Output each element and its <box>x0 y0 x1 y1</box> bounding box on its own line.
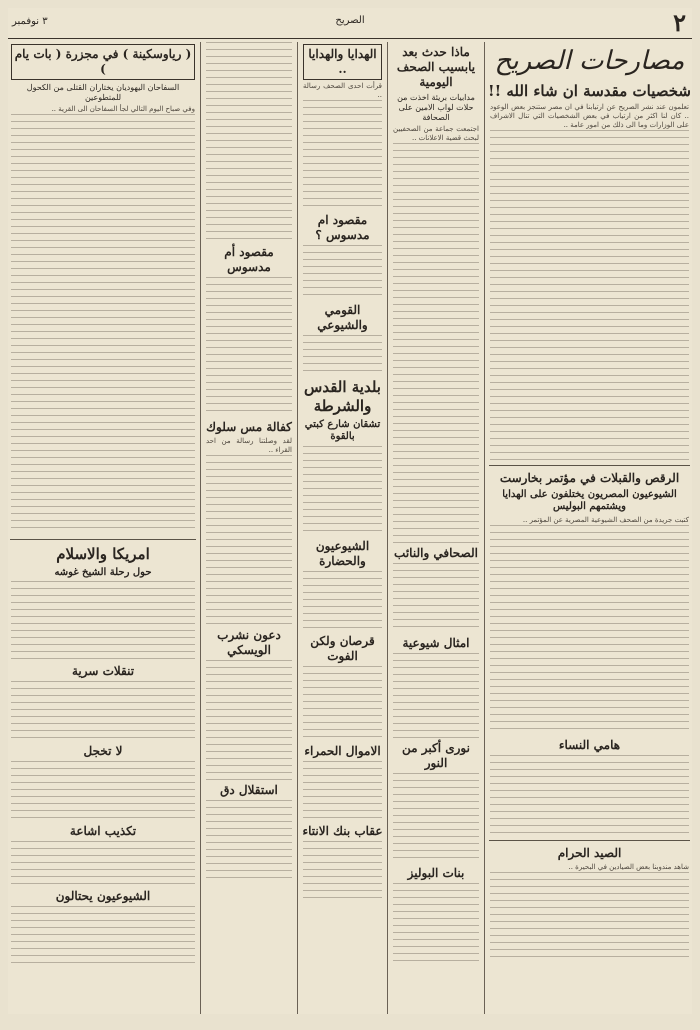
article-body <box>206 660 292 780</box>
article-body <box>393 883 479 963</box>
article-body <box>303 666 382 741</box>
article-headline: القومي والشيوعي <box>317 303 368 332</box>
article-headline: كفالة مس سلوك <box>206 420 292 434</box>
article-body <box>393 563 479 633</box>
article-headline: الهدايا والهدايا .. <box>303 44 382 80</box>
article-headline: بلدية القدس والشرطة <box>304 378 381 415</box>
article-headline: الصيد الحرام <box>557 845 622 860</box>
article-body <box>11 581 195 661</box>
article-text: اجتمعت جماعة من الصحفيين لبحث قضية الاعلانات .. <box>393 125 479 142</box>
article-body <box>303 100 382 210</box>
article-headline: بنات البوليز <box>407 866 465 880</box>
paper-name: الصريح <box>335 15 365 26</box>
column-rule <box>297 42 298 1014</box>
article-body <box>11 761 195 821</box>
article-body <box>393 773 479 863</box>
article-body <box>303 335 382 375</box>
article-headline: شخصيات مقدسة ان شاء الله !! <box>488 82 691 100</box>
article-headline: هامي النساء <box>558 737 621 752</box>
article-headline: امريكا والاسلام <box>56 545 150 563</box>
article-body <box>490 872 689 962</box>
article-body <box>303 446 382 536</box>
column-5 <box>8 42 198 1014</box>
article-headline: مقصود ام مدسوس ؟ <box>315 213 370 242</box>
article-headline: ماذا حدث بعد يابسيب الصحف اليومية <box>396 45 476 89</box>
article-headline: امثال شيوعية <box>402 636 470 650</box>
article-body <box>11 114 195 534</box>
divider <box>489 840 690 841</box>
article-text: وفي صباح اليوم التالي لجأ السفاحان الى القرية .. <box>51 105 195 113</box>
article-body <box>206 277 292 417</box>
article-headline: الاموال الحمراء <box>304 743 381 758</box>
issue-date: ٣ نوفمبر <box>12 16 48 27</box>
article-text: تعلمون عند نشر الصريح عن ارتيابنا في ان مصر ستنجز بعض الوعود .. كان لنا اكثر من ارتياب في بعض الشخصيات التي تنال الاشراف على الوزارات وما الى ذلك من امور عامة .. <box>490 102 689 129</box>
article-body <box>303 841 382 901</box>
section-logo: مصارحات الصريح <box>494 46 685 76</box>
article-subheadline: تشقان شارع كبتي بالقوة <box>304 418 381 442</box>
column-2 <box>390 42 482 1014</box>
article-headline: تكذيب اشاعة <box>69 824 137 839</box>
article-headline: الرقص والقبلات في مؤتمر بخارست <box>499 470 680 485</box>
article-body <box>303 245 382 300</box>
article-text: قرأت احدى الصحف رسالة .. <box>303 82 382 99</box>
article-headline: الصحافي والنائب <box>394 546 478 560</box>
column-rule <box>200 42 201 1014</box>
article-body <box>393 653 479 738</box>
article-subheadline: حول رحلة الشيخ غوشه <box>54 566 152 578</box>
divider <box>10 539 196 540</box>
article-text: شاهد مندوبنا بعض الصيادين في البحيرة .. <box>568 862 689 871</box>
article-body <box>11 681 195 741</box>
article-body <box>303 761 382 821</box>
article-headline: نورى أكبر من النور <box>402 741 470 770</box>
article-body <box>393 143 479 543</box>
article-headline: دعون نشرب الويسكي <box>217 628 281 657</box>
article-headline: قرصان ولكن الفوت <box>310 633 375 663</box>
article-headline: ( رياوسكينة ) في مجزرة ( بات يام ) <box>11 44 195 80</box>
column-4 <box>203 42 295 1014</box>
newspaper-page <box>8 8 692 1014</box>
article-headline: الشيوعيون يحتالون <box>55 889 151 904</box>
page-number: ٢ <box>673 8 686 37</box>
article-body <box>490 525 689 735</box>
article-headline: استقلال دق <box>220 783 278 797</box>
article-headline: لا تخجل <box>83 744 123 759</box>
article-headline: مقصود أم مدسوس <box>224 245 274 274</box>
column-rule <box>484 42 485 1014</box>
article-text: كتبت جريدة من الصحف الشيوعية المصرية عن المؤتمر .. <box>522 515 689 524</box>
article-body <box>303 571 382 631</box>
article-subheadline: الشيوعيون المصريون يختلفون على الهدايا ويشتمهم البوليس <box>502 488 677 513</box>
article-body <box>490 130 689 460</box>
article-body <box>11 906 195 966</box>
divider <box>489 465 690 466</box>
column-rule <box>387 42 388 1014</box>
column-3 <box>300 42 385 1014</box>
article-text: لقد وصلتنا رسالة من احد القراء .. <box>206 437 292 454</box>
article-headline: الشيوعيون والحضارة <box>315 538 370 568</box>
masthead <box>8 8 692 39</box>
article-headline: عقاب بنك الانتاء <box>302 823 383 838</box>
article-subheadline: مدابيات بريئة اخذت من حلات لواب الامين على الصحافة <box>397 93 475 122</box>
column-1 <box>487 42 692 1014</box>
article-headline: تنقلات سرية <box>71 664 135 679</box>
article-body <box>206 42 292 242</box>
article-body <box>490 755 689 835</box>
article-body <box>206 455 292 625</box>
article-body <box>11 841 195 886</box>
article-body <box>206 800 292 880</box>
article-subheadline: السفاحان اليهوديان يختاران القتلى من الكحول للمتطوعين <box>26 83 180 102</box>
